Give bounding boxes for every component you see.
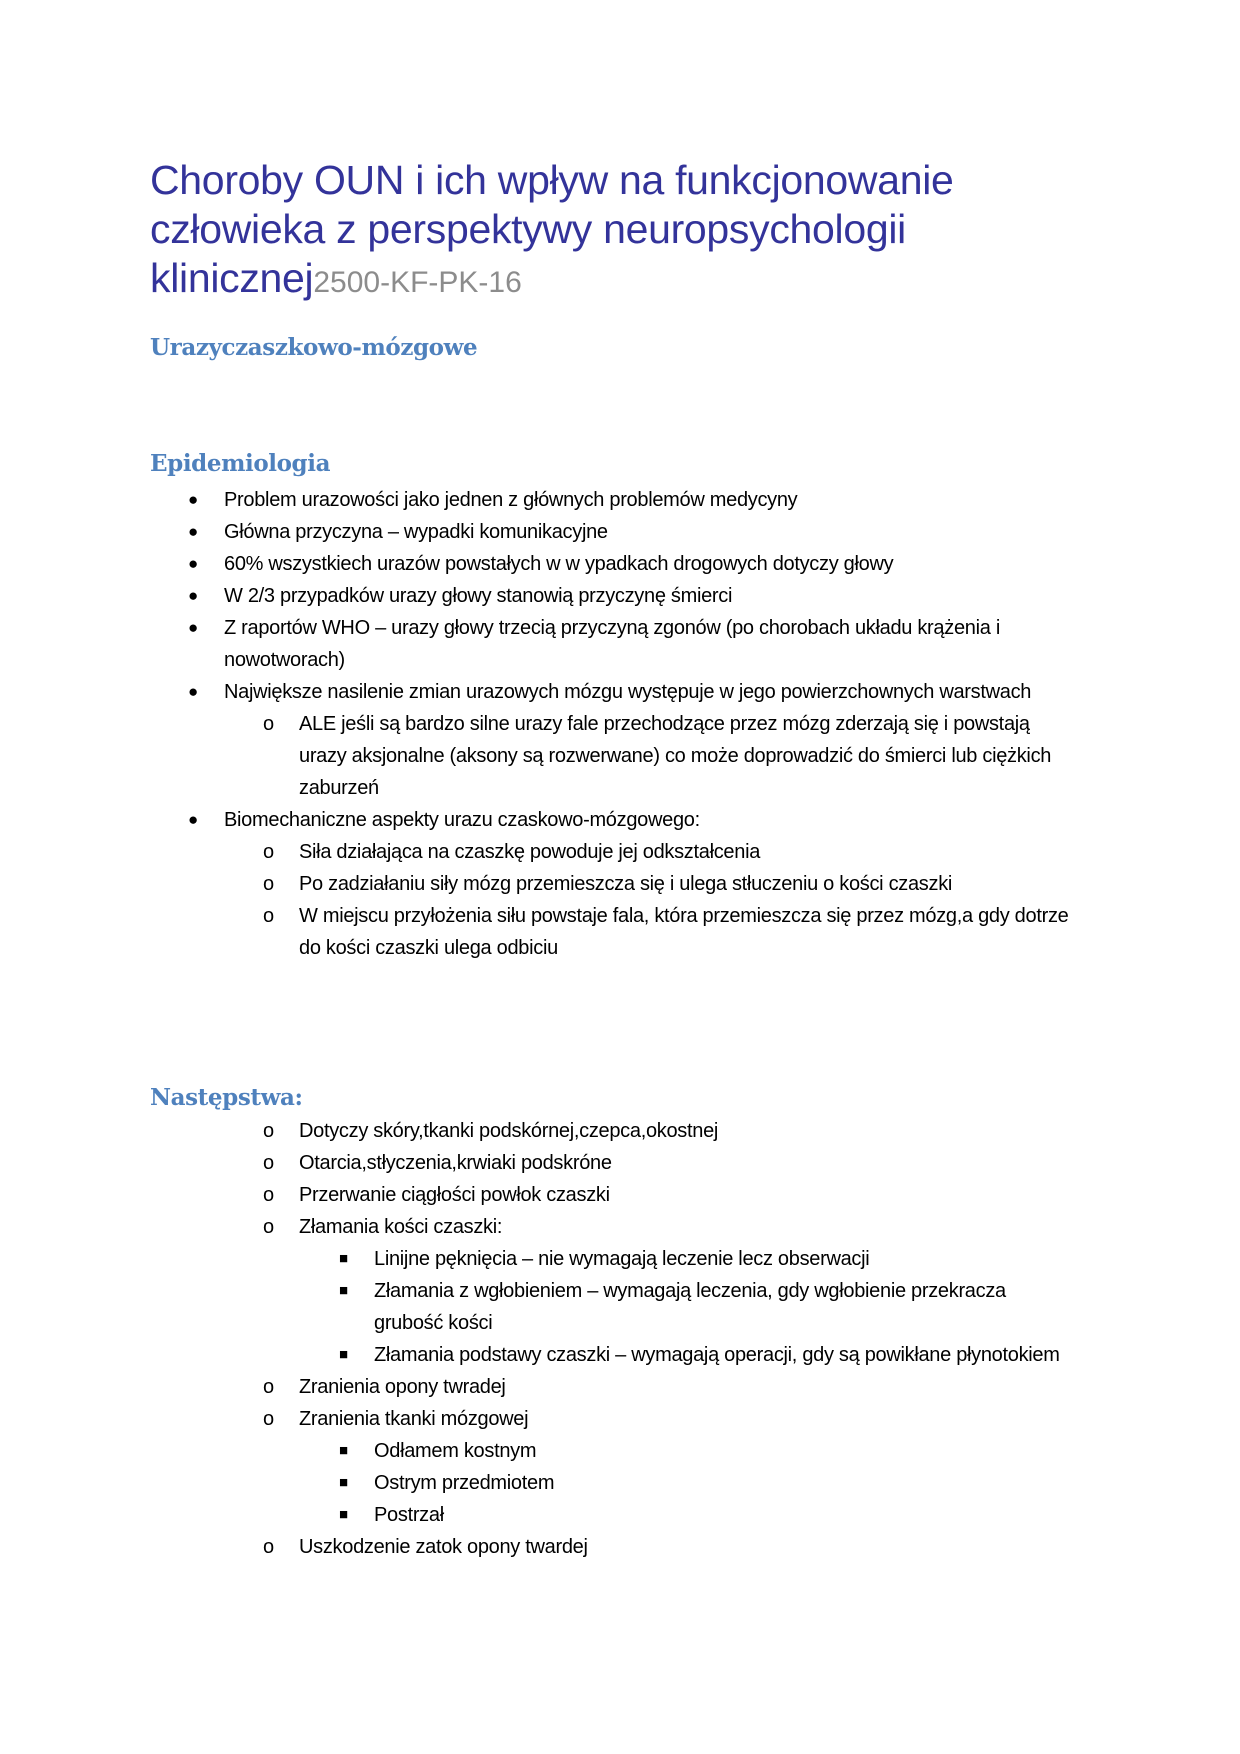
- list-subitem: o W miejscu przyłożenia siłu powstaje fala, która przemieszcza się przez mózg,a gdy dotrze do kości czaszki ulega odbiciu: [0, 900, 1079, 964]
- bullet-icon: ●: [188, 586, 198, 605]
- epidemiologia-list: [0, 484, 1240, 964]
- list-subsubitem: ■ Linijne pęknięcia – nie wymagają leczenie lecz obserwacji: [0, 1243, 1079, 1275]
- circle-bullet-icon: o: [263, 905, 274, 927]
- list-item: ● Największe nasilenie zmian urazowych mózgu występuje w jego powierzchownych warstwach: [0, 676, 1079, 708]
- list-subitem: o Uszkodzenie zatok opony twardej: [0, 1531, 1079, 1563]
- square-bullet-icon: ■: [339, 1250, 348, 1267]
- list-subitem: o Zranienia opony twradej: [0, 1371, 1079, 1403]
- title-text: Choroby OUN i ich wpływ na funkcjonowanie człowieka z perspektywy neuropsychologii klinicznej: [150, 157, 954, 301]
- list-subitem: o ALE jeśli są bardzo silne urazy fale przechodzące przez mózg zderzają się i powstają urazy aksjonalne (aksony są rozwerwane) co może doprowadzić do śmierci lub ciężkich zaburzeń: [0, 708, 1079, 804]
- circle-bullet-icon: o: [263, 873, 274, 895]
- circle-bullet-icon: o: [263, 1536, 274, 1558]
- list-item: ● Z raportów WHO – urazy głowy trzecią przyczyną zgonów (po chorobach układu krążenia i nowotworach): [0, 612, 1079, 676]
- bullet-icon: ●: [188, 522, 198, 541]
- list-item: ● Problem urazowości jako jednen z głównych problemów medycyny: [0, 484, 1079, 516]
- list-subsubitem: ■ Ostrym przedmiotem: [0, 1467, 1079, 1499]
- circle-bullet-icon: o: [263, 713, 274, 735]
- circle-bullet-icon: o: [263, 1376, 274, 1398]
- circle-bullet-icon: o: [263, 841, 274, 863]
- bullet-icon: ●: [188, 618, 198, 637]
- list-subitem: o Złamania kości czaszki:: [0, 1211, 1079, 1243]
- section-subtitle: Urazyczaszkowo-mózgowe: [150, 334, 478, 361]
- course-code: 2500-KF-PK-16: [313, 266, 522, 299]
- heading-epidemiologia: Epidemiologia: [150, 450, 331, 477]
- list-subsubitem: ■ Złamania z wgłobieniem – wymagają leczenia, gdy wgłobienie przekracza grubość kości: [0, 1275, 1079, 1339]
- list-subitem: o Siła działająca na czaszkę powoduje jej odkształcenia: [0, 836, 1079, 868]
- square-bullet-icon: ■: [339, 1474, 348, 1491]
- circle-bullet-icon: o: [263, 1408, 274, 1430]
- circle-bullet-icon: o: [263, 1152, 274, 1174]
- list-item: ● W 2/3 przypadków urazy głowy stanowią przyczynę śmierci: [0, 580, 1079, 612]
- list-item: ● Główna przyczyna – wypadki komunikacyjne: [0, 516, 1079, 548]
- list-subsubitem: ■ Odłamem kostnym: [0, 1435, 1079, 1467]
- square-bullet-icon: ■: [339, 1282, 348, 1299]
- bullet-icon: ●: [188, 554, 198, 573]
- list-subitem: o Zranienia tkanki mózgowej: [0, 1403, 1079, 1435]
- list-subitem: o Dotyczy skóry,tkanki podskórnej,czepca,okostnej: [0, 1115, 1079, 1147]
- document-title: [150, 156, 1110, 307]
- heading-nastepstwa: Następstwa:: [150, 1084, 303, 1111]
- list-subitem: o Przerwanie ciągłości powłok czaszki: [0, 1179, 1079, 1211]
- square-bullet-icon: ■: [339, 1506, 348, 1523]
- list-subsubitem: ■ Postrzał: [0, 1499, 1079, 1531]
- square-bullet-icon: ■: [339, 1346, 348, 1363]
- nastepstwa-list: [0, 1115, 1240, 1563]
- list-subitem: o Po zadziałaniu siły mózg przemieszcza się i ulega stłuczeniu o kości czaszki: [0, 868, 1079, 900]
- circle-bullet-icon: o: [263, 1184, 274, 1206]
- bullet-icon: ●: [188, 682, 198, 701]
- list-item: ● Biomechaniczne aspekty urazu czaskowo-mózgowego:: [0, 804, 1079, 836]
- circle-bullet-icon: o: [263, 1216, 274, 1238]
- square-bullet-icon: ■: [339, 1442, 348, 1459]
- bullet-icon: ●: [188, 810, 198, 829]
- bullet-icon: ●: [188, 490, 198, 509]
- circle-bullet-icon: o: [263, 1120, 274, 1142]
- list-subitem: o Otarcia,stłyczenia,krwiaki podskróne: [0, 1147, 1079, 1179]
- list-subsubitem: ■ Złamania podstawy czaszki – wymagają operacji, gdy są powikłane płynotokiem: [0, 1339, 1079, 1371]
- list-item: ● 60% wszystkiech urazów powstałych w w ypadkach drogowych dotyczy głowy: [0, 548, 1079, 580]
